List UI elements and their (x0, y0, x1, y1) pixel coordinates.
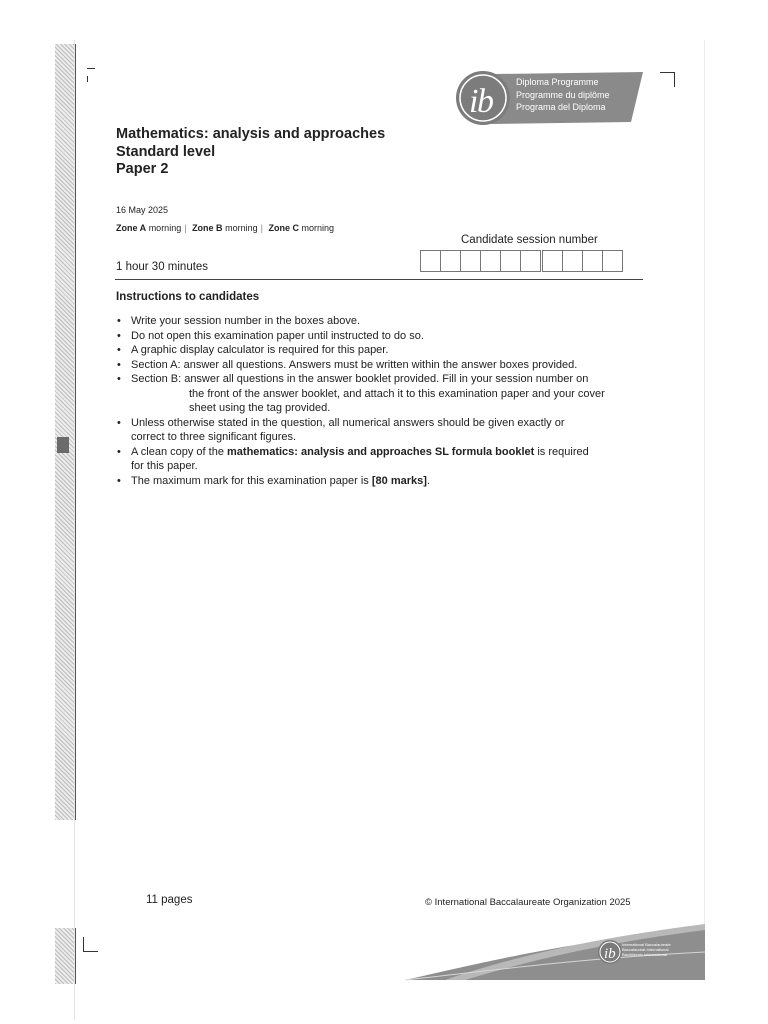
zone-b-label: Zone B (192, 223, 223, 233)
subject-title: Mathematics: analysis and approaches (116, 126, 386, 142)
svg-text:i: i (469, 83, 479, 120)
zone-a-label: Zone A (116, 223, 147, 233)
list-item: • A graphic display calculator is required for this paper. (116, 343, 646, 358)
svg-text:ib: ib (604, 946, 616, 962)
session-digit-box[interactable] (602, 250, 623, 272)
list-item: • The maximum mark for this examination paper is [80 marks]. (116, 474, 646, 489)
copyright-notice: © International Baccalaureate Organization 2025 (425, 897, 631, 908)
programme-names (516, 76, 610, 114)
session-digit-box[interactable] (440, 250, 461, 272)
candidate-session-label: Candidate session number (461, 234, 598, 246)
session-digit-box[interactable] (460, 250, 481, 272)
crop-mark-bottom-left (83, 937, 98, 952)
list-item: • Do not open this examination paper until instructed to do so. (116, 329, 646, 344)
zone-c-label: Zone C (268, 223, 299, 233)
session-digit-box[interactable] (582, 250, 603, 272)
binding-mark (57, 437, 69, 453)
zone-times: Zone A morning | Zone B morning | Zone C morning (116, 223, 334, 233)
max-marks: [80 marks] (371, 474, 427, 487)
list-item: • A clean copy of the mathematics: analysis and approaches SL formula booklet is required for this paper. (116, 445, 646, 474)
zone-c-time: morning (301, 223, 334, 233)
list-item: • Write your session number in the boxes above. (116, 314, 646, 329)
org-name-es: Bachillerato Internacional (622, 952, 667, 957)
org-name-en: International Baccalaureate (622, 942, 671, 947)
paper-edge-right (704, 40, 705, 980)
binding-strip-bottom (55, 928, 76, 984)
header-divider (115, 279, 643, 280)
svg-text:b: b (477, 83, 494, 120)
programme-name-en: Diploma Programme (516, 77, 599, 87)
exam-date: 16 May 2025 (116, 205, 169, 215)
zone-b-time: morning (225, 223, 258, 233)
candidate-session-boxes[interactable] (421, 250, 623, 272)
session-digit-box[interactable] (562, 250, 583, 272)
session-digit-box[interactable] (420, 250, 441, 272)
crop-mark-top-left (87, 68, 95, 69)
binding-strip (55, 44, 76, 820)
session-digit-box[interactable] (500, 250, 521, 272)
paper-title: Paper 2 (116, 161, 169, 177)
paper-edge-left (74, 40, 75, 1020)
session-digit-box[interactable] (542, 250, 563, 272)
exam-title-block (116, 126, 385, 179)
list-item: • Unless otherwise stated in the question, all numerical answers should be given exactly or correct to three significant figures. (116, 416, 646, 445)
programme-name-fr: Programme du diplôme (516, 89, 610, 100)
formula-booklet-name: mathematics: analysis and approaches SL formula booklet (227, 445, 535, 458)
instructions-list (116, 314, 646, 488)
org-name-fr: Baccalauréat International (622, 947, 669, 952)
level-title: Standard level (116, 143, 216, 160)
programme-name-es: Programa del Diploma (516, 102, 606, 112)
org-names (622, 942, 671, 957)
session-digit-box[interactable] (480, 250, 501, 272)
session-digit-box[interactable] (520, 250, 541, 272)
exam-duration: 1 hour 30 minutes (116, 261, 209, 273)
zone-a-time: morning (148, 223, 182, 233)
instructions-heading: Instructions to candidates (116, 291, 260, 303)
crop-mark-top-right (660, 72, 675, 87)
list-item: • Section A: answer all questions. Answers must be written within the answer boxes provided. (116, 358, 646, 373)
list-item: • Section B: answer all questions in the answer booklet provided. Fill in your session number on the front of the answer booklet, and attach it to this examination paper and your cover sheet using the tag provided. (116, 372, 646, 416)
page-count: 11 pages (146, 894, 193, 906)
crop-mark-top-left-tick (87, 76, 88, 82)
